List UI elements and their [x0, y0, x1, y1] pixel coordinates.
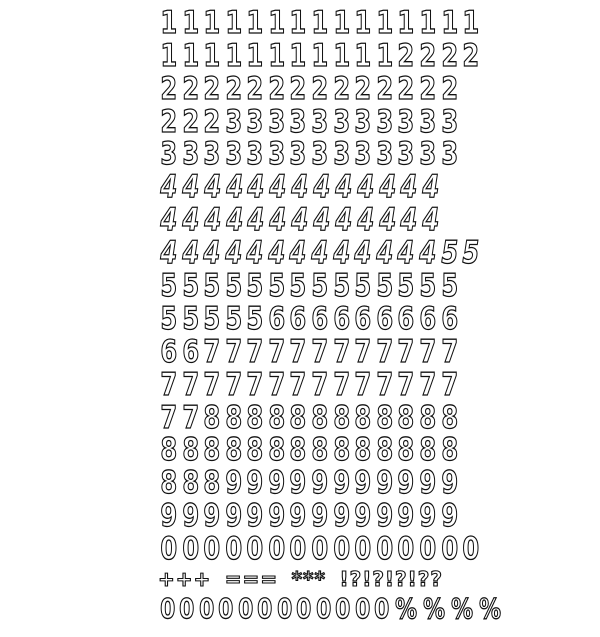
sticker-glyph: 9 — [181, 498, 199, 535]
sticker-glyph: 4 — [247, 169, 265, 206]
sticker-glyph: 8 — [332, 399, 350, 436]
sticker-glyph: 3 — [268, 136, 286, 173]
equals-stickers — [225, 563, 277, 595]
sticker-glyph: 5 — [462, 235, 480, 272]
sticker-glyph: 5 — [268, 268, 286, 305]
sticker-glyph: 1 — [311, 4, 329, 41]
sticker-glyph: 9 — [246, 498, 264, 535]
sticker-glyph: 5 — [181, 268, 199, 305]
sticker-row-4 — [158, 103, 458, 140]
sticker-glyph: 1 — [203, 37, 221, 74]
sticker-glyph: 7 — [332, 333, 350, 370]
sticker-glyph: 3 — [332, 136, 350, 173]
sticker-glyph: 3 — [311, 136, 329, 173]
sticker-glyph: 4 — [160, 202, 178, 239]
sticker-glyph: ? — [430, 566, 442, 591]
sticker-glyph: ! — [384, 566, 395, 591]
sticker-glyph: 4 — [419, 235, 437, 272]
sticker-glyph: 0 — [462, 531, 480, 568]
sticker-glyph: 4 — [422, 169, 440, 206]
sticker-glyph: 7 — [181, 366, 199, 403]
sticker-glyph: 3 — [311, 103, 329, 140]
sticker-row-11 — [158, 333, 458, 370]
sticker-glyph: 5 — [332, 268, 350, 305]
sticker-glyph: 4 — [354, 235, 372, 272]
sticker-glyph: 8 — [203, 399, 221, 436]
sticker-glyph: 5 — [225, 300, 242, 337]
sticker-sheet — [158, 4, 501, 632]
sticker-glyph: % — [479, 592, 501, 626]
sticker-glyph: 6 — [397, 300, 415, 337]
sticker-glyph: 4 — [246, 235, 264, 272]
sticker-glyph: 4 — [269, 169, 287, 206]
sticker-row-17 — [158, 531, 480, 568]
sticker-glyph: ! — [339, 566, 349, 591]
sticker-glyph: 4 — [269, 202, 287, 239]
sticker-glyph: 4 — [313, 169, 331, 206]
sticker-glyph: 4 — [225, 235, 242, 272]
sticker-glyph: 4 — [335, 202, 353, 239]
sticker-glyph: 4 — [332, 235, 350, 272]
sticker-glyph: 9 — [160, 498, 178, 535]
sticker-glyph: 7 — [181, 399, 199, 436]
sticker-glyph: 1 — [268, 37, 286, 74]
sticker-glyph: 3 — [354, 136, 372, 173]
sticker-glyph: 1 — [246, 37, 264, 74]
sticker-glyph: 8 — [311, 399, 329, 436]
sticker-glyph: 5 — [246, 300, 264, 337]
sticker-glyph: 1 — [354, 4, 372, 41]
sticker-glyph: 4 — [291, 169, 309, 206]
sticker-glyph: ! — [407, 566, 417, 591]
sticker-glyph: 7 — [225, 333, 242, 370]
sticker-glyph: 9 — [289, 465, 307, 502]
sticker-glyph: 8 — [246, 399, 264, 436]
sticker-glyph: 6 — [332, 300, 350, 337]
sticker-glyph: 9 — [246, 465, 264, 502]
sticker-glyph: 5 — [181, 300, 199, 337]
sticker-glyph: * — [303, 566, 314, 591]
sticker-glyph: 1 — [181, 37, 199, 74]
sticker-glyph: 0 — [311, 531, 329, 568]
sticker-glyph: 9 — [354, 498, 372, 535]
sticker-glyph: 2 — [203, 70, 221, 107]
sticker-glyph: 4 — [378, 169, 396, 206]
sticker-glyph: 3 — [376, 103, 393, 140]
sticker-glyph: 1 — [462, 4, 480, 41]
sticker-glyph: 3 — [246, 103, 264, 140]
sticker-glyph: 1 — [354, 37, 372, 74]
sticker-glyph: 4 — [357, 202, 374, 239]
sticker-glyph: 4 — [291, 202, 309, 239]
sticker-glyph: 5 — [419, 268, 437, 305]
sticker-glyph: 1 — [332, 37, 350, 74]
sticker-glyph: 1 — [268, 4, 286, 41]
sticker-glyph: 8 — [419, 399, 437, 436]
sticker-glyph: 3 — [289, 103, 307, 140]
sticker-glyph: 7 — [203, 333, 221, 370]
sticker-glyph: 2 — [462, 37, 480, 74]
sticker-glyph: 0 — [160, 592, 176, 626]
sticker-glyph: 2 — [419, 70, 437, 107]
sticker-glyph: 0 — [376, 531, 393, 568]
sticker-glyph: 7 — [332, 366, 350, 403]
sticker-glyph: 9 — [332, 465, 350, 502]
sticker-row-symbols — [158, 565, 442, 592]
sticker-glyph: 0 — [181, 531, 199, 568]
sticker-glyph: 1 — [203, 4, 221, 41]
sticker-glyph: 2 — [246, 70, 264, 107]
sticker-glyph: 8 — [268, 432, 286, 469]
sticker-glyph: 7 — [203, 366, 221, 403]
sticker-glyph: 8 — [397, 399, 415, 436]
sticker-glyph: 2 — [225, 70, 242, 107]
sticker-row-15 — [158, 465, 458, 502]
sticker-glyph: % — [394, 592, 417, 626]
sticker-row-5 — [158, 136, 458, 173]
sticker-row-7 — [158, 202, 442, 239]
sticker-glyph: 8 — [440, 399, 458, 436]
sticker-glyph: 2 — [354, 70, 372, 107]
sticker-glyph: 1 — [289, 37, 307, 74]
sticker-glyph: 7 — [376, 366, 393, 403]
sticker-glyph: 3 — [160, 136, 178, 173]
sticker-glyph: 2 — [397, 70, 415, 107]
sticker-glyph: 4 — [247, 202, 265, 239]
sticker-glyph: ? — [395, 566, 407, 591]
sticker-glyph: 0 — [246, 531, 264, 568]
sticker-row-16 — [158, 498, 458, 535]
sticker-glyph: 2 — [160, 70, 178, 107]
sticker-glyph: 7 — [419, 366, 437, 403]
sticker-glyph: 8 — [203, 432, 221, 469]
sticker-glyph: 6 — [440, 300, 458, 337]
sticker-glyph: ? — [417, 566, 430, 591]
sticker-glyph: 0 — [296, 592, 312, 626]
sticker-glyph: 4 — [400, 202, 418, 239]
sticker-glyph: 4 — [181, 235, 199, 272]
sticker-glyph: 7 — [246, 366, 264, 403]
sticker-glyph: 8 — [354, 432, 372, 469]
sticker-glyph: 9 — [225, 465, 242, 502]
sticker-glyph: 2 — [181, 103, 199, 140]
sticker-row-14 — [158, 432, 458, 469]
sticker-glyph: 9 — [289, 498, 307, 535]
sticker-glyph: 3 — [397, 103, 415, 140]
sticker-glyph: 4 — [313, 202, 331, 239]
sticker-glyph: 9 — [419, 498, 437, 535]
sticker-glyph: 3 — [246, 136, 264, 173]
sticker-glyph: 8 — [181, 432, 199, 469]
sticker-glyph: 7 — [311, 366, 329, 403]
sticker-glyph: 7 — [311, 333, 329, 370]
sticker-glyph: 9 — [440, 465, 458, 502]
sticker-glyph: 4 — [378, 202, 396, 239]
sticker-glyph: ! — [362, 566, 372, 591]
sticker-glyph: 0 — [419, 531, 437, 568]
sticker-glyph: 9 — [376, 465, 393, 502]
sticker-glyph: 8 — [160, 432, 178, 469]
sticker-glyph: 3 — [225, 136, 242, 173]
sticker-glyph: 1 — [311, 37, 329, 74]
sticker-glyph: 8 — [289, 432, 307, 469]
sticker-glyph: 8 — [440, 432, 458, 469]
sticker-glyph: 3 — [376, 136, 393, 173]
sticker-glyph: 7 — [160, 399, 178, 436]
sticker-glyph: 5 — [289, 268, 307, 305]
sticker-glyph: 4 — [203, 235, 221, 272]
sticker-glyph: % — [451, 592, 473, 626]
sticker-glyph: 0 — [440, 531, 458, 568]
sticker-glyph: 2 — [419, 37, 437, 74]
sticker-glyph: 1 — [225, 4, 242, 41]
sticker-glyph: + — [193, 566, 211, 591]
sticker-glyph: 2 — [332, 70, 350, 107]
sticker-glyph: 0 — [257, 592, 273, 626]
sticker-glyph: 2 — [311, 70, 329, 107]
sticker-glyph: + — [158, 566, 175, 591]
sticker-glyph: 5 — [203, 268, 221, 305]
sticker-glyph: 9 — [332, 498, 350, 535]
sticker-row-9 — [158, 268, 458, 305]
sticker-glyph: 8 — [225, 399, 242, 436]
sticker-glyph: 4 — [160, 169, 178, 206]
sticker-glyph: 7 — [268, 333, 286, 370]
sticker-glyph: 9 — [311, 465, 329, 502]
sticker-glyph: 3 — [268, 103, 286, 140]
sticker-glyph: 8 — [225, 432, 242, 469]
sticker-glyph: 7 — [397, 366, 415, 403]
sticker-glyph: 7 — [354, 366, 372, 403]
sticker-row-8 — [158, 235, 480, 272]
sticker-glyph: 7 — [160, 366, 178, 403]
sticker-glyph: + — [175, 566, 193, 591]
sticker-glyph: 3 — [354, 103, 372, 140]
sticker-glyph: 4 — [225, 169, 243, 206]
sticker-glyph: 1 — [160, 37, 178, 74]
sticker-glyph: 5 — [203, 300, 221, 337]
sticker-glyph: 4 — [268, 235, 286, 272]
sticker-row-1 — [158, 4, 480, 41]
sticker-glyph: 0 — [268, 531, 286, 568]
sticker-glyph: 1 — [160, 4, 178, 41]
sticker-glyph: 4 — [357, 169, 374, 206]
sticker-glyph: 5 — [397, 268, 415, 305]
sticker-glyph: 3 — [419, 103, 437, 140]
sticker-glyph: 7 — [225, 366, 242, 403]
sticker-glyph: 0 — [179, 592, 195, 626]
sticker-row-2 — [158, 37, 480, 74]
sticker-glyph: 2 — [160, 103, 178, 140]
sticker-glyph: 4 — [204, 169, 221, 206]
sticker-glyph: 8 — [376, 399, 393, 436]
sticker-glyph: 1 — [181, 4, 199, 41]
sticker-glyph: 0 — [199, 592, 215, 626]
sticker-glyph: 5 — [311, 268, 329, 305]
sticker-glyph: 1 — [440, 4, 458, 41]
sticker-glyph: 9 — [440, 498, 458, 535]
sticker-glyph: 7 — [419, 333, 437, 370]
sticker-row-18 — [158, 592, 501, 626]
sticker-glyph: 3 — [225, 103, 242, 140]
sticker-glyph: 9 — [397, 465, 415, 502]
sticker-glyph: 0 — [160, 531, 178, 568]
sticker-glyph: 0 — [277, 592, 293, 626]
sticker-glyph: 1 — [397, 4, 415, 41]
sticker-glyph: 5 — [160, 300, 178, 337]
sticker-glyph: 8 — [160, 465, 178, 502]
sticker-row-10 — [158, 300, 458, 337]
sticker-glyph: 6 — [268, 300, 286, 337]
sticker-glyph: 5 — [440, 268, 458, 305]
sticker-glyph: 4 — [204, 202, 221, 239]
sticker-glyph: 6 — [419, 300, 437, 337]
sticker-glyph: 5 — [246, 268, 264, 305]
sticker-glyph: 7 — [289, 366, 307, 403]
sticker-glyph: 1 — [376, 37, 393, 74]
sticker-glyph: 3 — [397, 136, 415, 173]
sticker-glyph: 8 — [289, 399, 307, 436]
sticker-glyph: 0 — [316, 592, 332, 626]
sticker-glyph: = — [260, 566, 278, 591]
sticker-glyph: ? — [349, 566, 362, 591]
sticker-glyph: 4 — [397, 235, 415, 272]
sticker-glyph: 3 — [289, 136, 307, 173]
sticker-glyph: 6 — [376, 300, 393, 337]
sticker-glyph: 6 — [311, 300, 329, 337]
sticker-glyph: 4 — [400, 169, 418, 206]
sticker-glyph: 4 — [225, 202, 243, 239]
sticker-glyph: 9 — [419, 465, 437, 502]
sticker-glyph: 0 — [203, 531, 221, 568]
sticker-glyph: 6 — [289, 300, 307, 337]
sticker-glyph: * — [291, 566, 303, 591]
sticker-glyph: 0 — [289, 531, 307, 568]
sticker-glyph: 6 — [160, 333, 178, 370]
asterisk-stickers — [292, 563, 325, 595]
sticker-glyph: 2 — [397, 37, 415, 74]
sticker-glyph: 0 — [397, 531, 415, 568]
sticker-glyph: 2 — [440, 70, 458, 107]
sticker-glyph: 7 — [397, 333, 415, 370]
sticker-glyph: 8 — [376, 432, 393, 469]
sticker-glyph: 3 — [419, 136, 437, 173]
sticker-glyph: 9 — [225, 498, 242, 535]
sticker-glyph: 3 — [203, 136, 221, 173]
sticker-glyph: 4 — [182, 169, 200, 206]
sticker-glyph: 0 — [354, 592, 371, 626]
sticker-glyph: 0 — [374, 592, 390, 626]
sticker-glyph: 8 — [397, 432, 415, 469]
sticker-glyph: 8 — [354, 399, 372, 436]
sticker-glyph: 6 — [181, 333, 199, 370]
sticker-glyph: 7 — [246, 333, 264, 370]
sticker-glyph: 2 — [181, 70, 199, 107]
sticker-row-12 — [158, 366, 458, 403]
sticker-row-3 — [158, 70, 458, 107]
sticker-glyph: 9 — [203, 498, 221, 535]
sticker-glyph: 5 — [440, 235, 458, 272]
sticker-glyph: 5 — [354, 268, 372, 305]
sticker-glyph: 7 — [354, 333, 372, 370]
sticker-glyph: 8 — [246, 432, 264, 469]
sticker-glyph: 3 — [181, 136, 199, 173]
sticker-glyph: 2 — [203, 103, 221, 140]
sticker-glyph: 8 — [311, 432, 329, 469]
sticker-glyph: = — [242, 566, 260, 591]
sticker-glyph: % — [422, 592, 445, 626]
sticker-glyph: ? — [372, 566, 384, 591]
sticker-glyph: 4 — [376, 235, 393, 272]
sticker-glyph: 4 — [160, 235, 178, 272]
sticker-glyph: 0 — [332, 531, 350, 568]
sticker-glyph: 2 — [268, 70, 286, 107]
sticker-glyph: 1 — [332, 4, 350, 41]
sticker-glyph: 7 — [268, 366, 286, 403]
sticker-glyph: 7 — [440, 366, 458, 403]
sticker-glyph: 4 — [422, 202, 440, 239]
sticker-glyph: 1 — [225, 37, 242, 74]
plus-stickers — [158, 563, 210, 595]
sticker-glyph: 7 — [440, 333, 458, 370]
sticker-glyph: 9 — [397, 498, 415, 535]
sticker-glyph: 9 — [376, 498, 393, 535]
sticker-glyph: 0 — [238, 592, 254, 626]
sticker-glyph: 8 — [419, 432, 437, 469]
sticker-glyph: = — [224, 566, 242, 591]
sticker-glyph: 6 — [354, 300, 372, 337]
sticker-row-13 — [158, 399, 458, 436]
sticker-glyph: 4 — [335, 169, 353, 206]
sticker-glyph: 8 — [332, 432, 350, 469]
sticker-glyph: 0 — [225, 531, 242, 568]
sticker-glyph: 9 — [354, 465, 372, 502]
sticker-glyph: 2 — [440, 37, 458, 74]
sticker-glyph: 5 — [160, 268, 178, 305]
sticker-glyph: 4 — [182, 202, 200, 239]
sticker-glyph: 1 — [246, 4, 264, 41]
sticker-glyph: 2 — [376, 70, 393, 107]
sticker-glyph: 9 — [311, 498, 329, 535]
sticker-glyph: 5 — [225, 268, 242, 305]
punctuation-stickers — [339, 563, 442, 595]
sticker-glyph: 7 — [376, 333, 393, 370]
sticker-glyph: 3 — [440, 136, 458, 173]
sticker-glyph: * — [314, 566, 325, 591]
sticker-glyph: 3 — [332, 103, 350, 140]
sticker-glyph: 8 — [268, 399, 286, 436]
sticker-glyph: 7 — [289, 333, 307, 370]
sticker-glyph: 1 — [419, 4, 437, 41]
sticker-glyph: 4 — [311, 235, 329, 272]
sticker-glyph: 8 — [203, 465, 221, 502]
sticker-glyph: 5 — [376, 268, 393, 305]
sticker-glyph: 4 — [289, 235, 307, 272]
sticker-glyph: 1 — [376, 4, 393, 41]
sticker-glyph: 3 — [440, 103, 458, 140]
sticker-row-6 — [158, 169, 442, 206]
sticker-glyph: 9 — [268, 465, 286, 502]
sticker-glyph: 8 — [181, 465, 199, 502]
sticker-glyph: 9 — [268, 498, 286, 535]
sticker-glyph: 2 — [289, 70, 307, 107]
sticker-glyph: 0 — [335, 592, 351, 626]
sticker-glyph: 1 — [289, 4, 307, 41]
sticker-glyph: 0 — [218, 592, 234, 626]
sticker-glyph: 0 — [354, 531, 372, 568]
